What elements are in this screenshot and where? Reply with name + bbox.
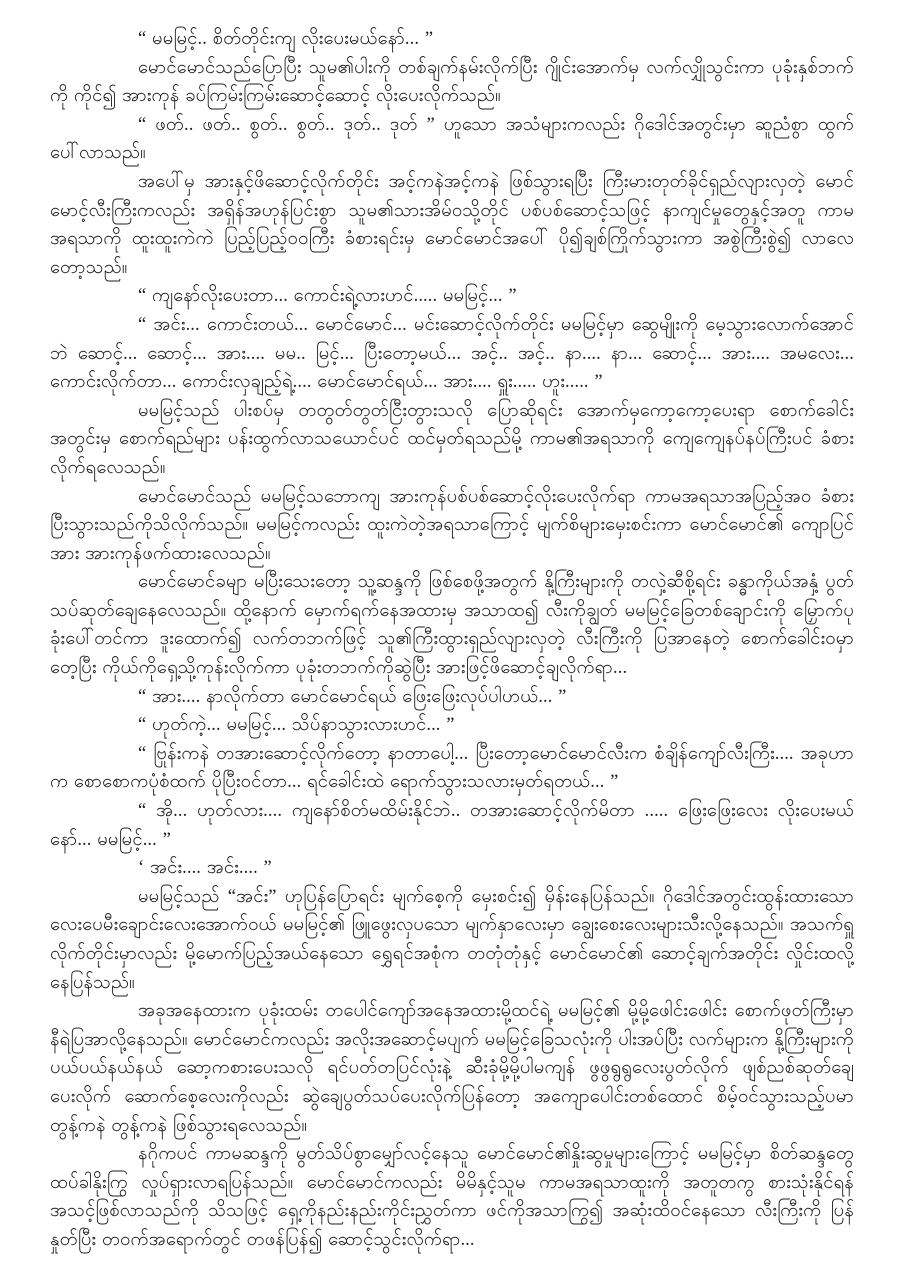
paragraph-12-dialogue: “ ဗြုန်းကနဲ တအားဆောင့်လိုက်တော့ နာတာပေါ့... ပြီးတော့မောင်မောင်လီးက စံချိန်ကျော်လီးကြီး.... အခုဟာက စောစောကပုံစံထက် ပိုပြီးဝင်တာ... ရင်ခေါင်းထဲ ရောက်သွားသလားမှတ်ရတယ်... ” bbox=[50, 743, 854, 793]
paragraph-13-dialogue: “ အို... ဟုတ်လား.... ကျနော်စိတ်မထိမ်းနိုင်ဘဲ.. တအားဆောင့်လိုက်မိတာ ..... ဖြေးဖြေးလေး လိုးပေးမယ်နော်... မမမြင့်... ” bbox=[50, 801, 854, 850]
document-body bbox=[50, 25, 854, 1255]
paragraph-5-dialogue: “ ကျနော်လိုးပေးတာ... ကောင်းရဲ့လားဟင်..... မမမြင့်... ” bbox=[138, 286, 517, 307]
paragraph-2-narrative: မောင်မောင်သည်ပြောပြီး သူမ၏ပါးကို တစ်ချက်နမ်းလိုက်ပြီး ဂျိုင်းအောက်မှ လက်လျှိုသွင်းကာ ပုခုံးနှစ်ဘက်ကို ကိုင်၍ အားကုန် ခပ်ကြမ်းကြမ်းဆောင့်ဆောင့် လိုးပေးလိုက်သည်။ bbox=[50, 57, 854, 107]
paragraph-4-narrative: အပေါ်မှ အားနှင့်ဖိဆောင့်လိုက်တိုင်း အင့်ကနဲအင့်ကနဲ ဖြစ်သွားရပြီး ကြီးမားတုတ်ခိုင်ရှည်လျားလှတဲ့ မောင်မောင့်လီးကြီးကလည်း အရှိန်အဟုန်ပြင်းစွာ သူမ၏သားအိမ်ဝသို့တိုင် ပစ်ပစ်ဆောင့်သဖြင့် နာကျင်မှုတွေနှင့်အတူ ကာမအရသာကို ထူးထူးကဲကဲ ပြည့်ပြည့်ဝဝကြီး ခံစားရင်းမှ မောင်မောင်အပေါ် ပို၍ချစ်ကြိုက်သွားကာ အစွဲကြီးစွဲ၍ လာလေတော့သည်။ bbox=[50, 171, 854, 278]
paragraph-17-narrative: နဂိုကပင် ကာမဆန္ဒကို မွတ်သိပ်စွာမျှော်လင့်နေသူ မောင်မောင်၏နှိုးဆွမှုများကြောင့် မမမြင့်မှာ စိတ်ဆန္ဒတွေ ထပ်ခါနိုးကြွ လှုပ်ရှားလာရပြန်သည်။ မောင်မောင်ကလည်း မိမိနှင့်သူမ ကာမအရသာထူးကို အတူတကွ စားသုံးနိုင်ရန် အသင့်ဖြစ်လာသည်ကို သိသဖြင့် ရှေ့ကိုနည်းနည်းကိုင်းညွှတ်ကာ ဖင်ကိုအသာကြွ၍ အဆုံးထိဝင်နေသော လီးကြီးကို ပြန်နှုတ်ပြီး တဝက်အရောက်တွင် တဖန်ပြန်၍ ဆောင့်သွင်းလိုက်ရာ... bbox=[50, 1144, 854, 1250]
paragraph-10-dialogue: “ အား.... နာလိုက်တာ မောင်မောင်ရယ် ဖြေးဖြေးလုပ်ပါဟယ်... ” bbox=[138, 686, 567, 707]
paragraph-3-dialogue: “ ဖတ်.. ဖတ်.. စွတ်.. စွတ်.. ဒုတ်.. ဒုတ် ” ဟူသော အသံများကလည်း ဂိုဒေါင်အတွင်းမှာ ဆူညံစွာ ထွက်ပေါ်လာသည်။ bbox=[50, 114, 854, 164]
paragraph-9-narrative: မောင်မောင်ခမျာ မပြီးသေးတော့ သူ့ဆန္ဒကို ဖြစ်စေဖို့အတွက် နို့ကြီးများကို တလှဲ့ဆီစို့ရင်း ခန္ဓာကိုယ်အနှံ့ ပွတ်သပ်ဆုတ်ချေနေလေသည်။ ထို့နောက် မှောက်ရက်နေအထားမှ အသာထ၍ လီးကိုချွတ် မမမြင့်ခြေတစ်ချောင်းကို မြှောက်ပုခုံးပေါ်တင်ကာ ဒူးထောက်၍ လက်တဘက်ဖြင့် သူ၏ကြီးထွားရှည်လျားလှတဲ့ လီးကြီးကို ပြအာနေတဲ့ စောက်ခေါင်းဝမှာ တေ့ပြီး ကိုယ်ကိုရှေ့သို့ကုန်းလိုက်ကာ ပုခုံးတဘက်ကိုဆွဲပြီး အားဖြင့်ဖိဆောင့်ချလိုက်ရာ... bbox=[50, 572, 854, 679]
paragraph-1-dialogue: “ မမမြင့်.. စိတ်တိုင်းကျ လိုးပေးမယ်နော်... ” bbox=[138, 29, 434, 49]
paragraph-8-narrative: မောင်မောင်သည် မမမြင့်သဘောကျ အားကုန်ပစ်ပစ်ဆောင့်လိုးပေးလိုက်ရာ ကာမအရသာအပြည့်အဝ ခံစားပြီးသွားသည်ကိုသိလိုက်သည်။ မမမြင့်ကလည်း ထူးကဲတဲ့အရသာကြောင့် မျက်စိများမှေးစင်းကာ မောင်မောင်၏ ကျောပြင်အား အားကုန်ဖက်ထားလေသည်။ bbox=[50, 486, 854, 564]
paragraph-6-dialogue: “ အင်း... ကောင်းတယ်... မောင်မောင်... မင်းဆောင့်လိုက်တိုင်း မမမြင့်မှာ ဆွေမျိုးကို မေ့သွားလောက်အောင်ဘဲ ဆောင့်... ဆောင့်... အား.... မမ.. မြင့်... ပြီးတော့မယ်... အင့်.. အင့်.. နာ.... နာ... ဆောင့်... အား.... အမလေး... ကောင်းလိုက်တာ... ကောင်းလှချည့်ရဲ့.... မောင်မောင်ရယ်... အား.... ရှူး..... ဟူး..... ” bbox=[50, 314, 854, 393]
paragraph-15-narrative: မမမြင့်သည် “အင်း” ဟုပြန်ပြောရင်း မျက်စေ့ကို မှေးစင်း၍ မှိန်းနေပြန်သည်။ ဂိုဒေါင်အတွင်းထွန်းထားသော လေးပေမီးချောင်းလေးအောက်ဝယ် မမမြင့်၏ ဖြူဖွေးလှပသော မျက်နှာလေးမှာ ချွေးစေးလေးများသီးလို့နေသည်။ အသက်ရှူလိုက်တိုင်းမှာလည်း မို့မောက်ပြည့်အယ်နေသော ရွှေရင်အစုံက တတုံတုံနှင့် မောင်မောင်၏ ဆောင့်ချက်အတိုင်း လှိုင်းထလို့နေပြန်သည်။ bbox=[50, 886, 854, 993]
paragraph-7-narrative: မမမြင့်သည် ပါးစပ်မှ တတွတ်တွတ်ငြီးတွားသလို ပြောဆိုရင်း အောက်မှကော့ကော့ပေးရာ စောက်ခေါင်းအတွင်းမှ စောက်ရည်များ ပန်းထွက်လာသယောင်ပင် ထင်မှတ်ရသည်မို့ ကာမ၏အရသာကို ကျေကျေနပ်နပ်ကြီးပင် ခံစားလိုက်ရလေသည်။ bbox=[50, 400, 854, 478]
paragraph-11-dialogue: “ ဟုတ်ကဲ့... မမမြင့်... သိပ်နာသွားလားဟင်... ” bbox=[138, 715, 455, 736]
paragraph-16-narrative: အခုအနေထားက ပုခုံးထမ်း တပေါင်ကျော်အနေအထားမို့ထင်ရဲ့ မမမြင့်၏ မို့မို့ဖေါင်းဖေါင်း စောက်ဖုတ်ကြီးမှာ နီရဲပြအာလို့နေသည်။ မောင်မောင်ကလည်း အလိုးအဆောင့်မပျက် မမမြင့်ခြေသလုံးကို ပါးအပ်ပြီး လက်များက နို့ကြီးများကို ပယ်ပယ်နယ်နယ် ဆော့ကစားပေးသလို ရင်ပတ်တပြင်လုံးနဲ့ ဆီးခုံမို့မို့ပါမကျန် ဖွဖွရွရွလေးပွတ်လိုက် ဖျစ်ညစ်ဆုတ်ချေပေးလိုက် ဆောက်စေ့လေးကိုလည်း ဆွဲချေပွတ်သပ်ပေးလိုက်ပြန်တော့ အကျောပေါင်းတစ်ထောင် စိမ့်ဝင်သွားသည့်ပမာ တွန့်ကနဲ တွန့်ကနဲ ဖြစ်သွားရလေသည်။ bbox=[50, 1001, 854, 1136]
paragraph-14-dialogue: ‘ အင်း.... အင်း.... ” bbox=[138, 858, 272, 879]
